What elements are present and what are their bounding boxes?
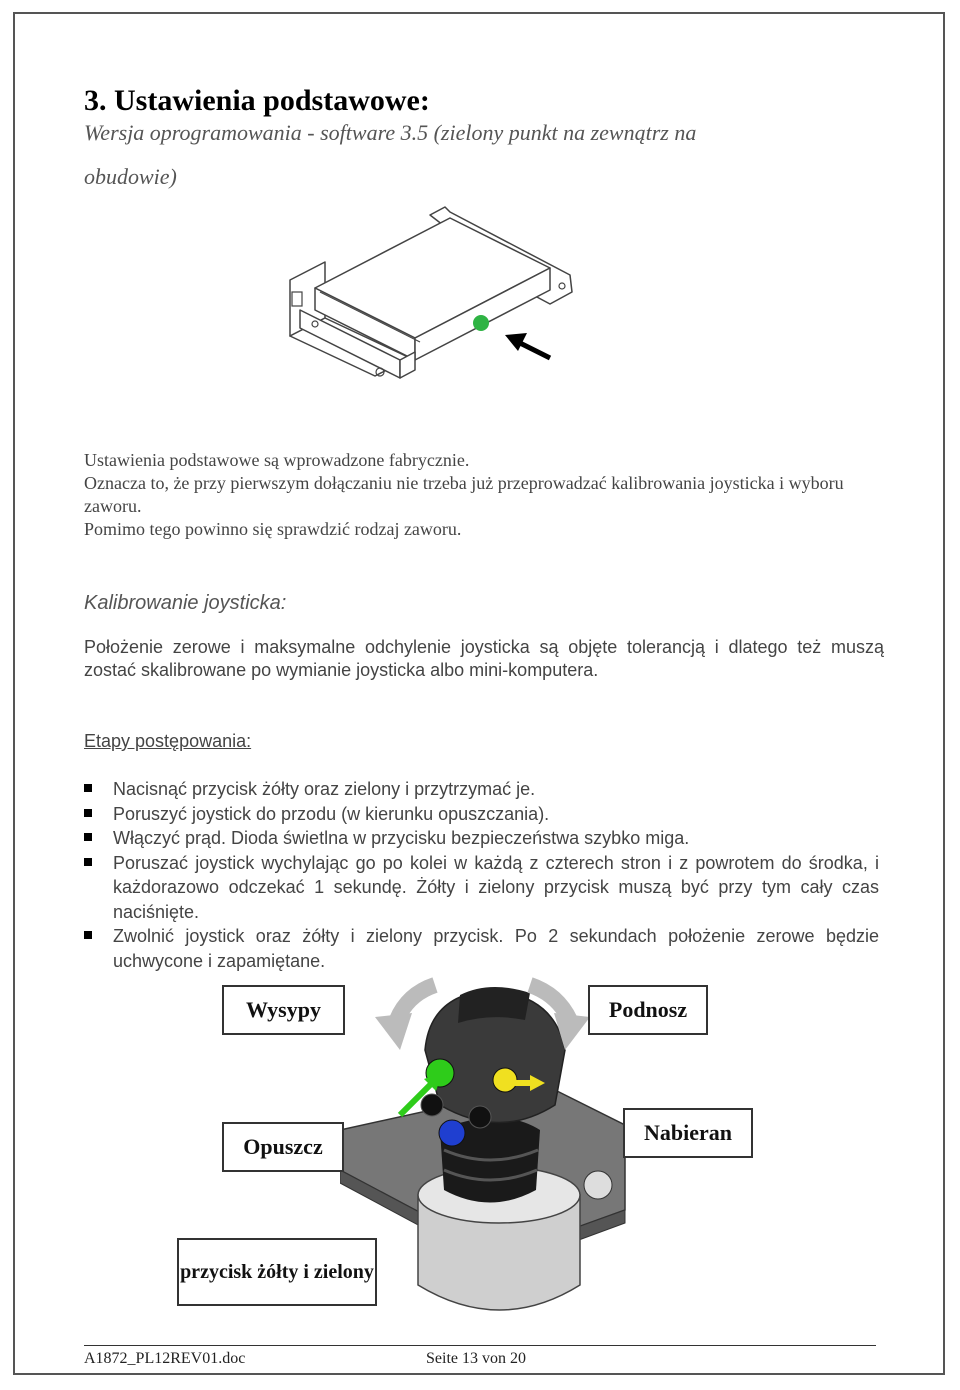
footer-document-name: A1872_PL12REV01.doc	[84, 1350, 246, 1367]
step-text: Nacisnąć przycisk żółty oraz zielony i przytrzymać je.	[113, 779, 536, 799]
list-item	[84, 777, 879, 802]
page-heading: 3. Ustawienia podstawowe:	[84, 84, 430, 117]
square-bullet-icon	[84, 809, 92, 817]
software-version-line-2: obudowie)	[84, 164, 177, 189]
label-yellow-green-button: przycisk żółty i zielony	[177, 1238, 377, 1306]
square-bullet-icon	[84, 833, 92, 841]
step-text: Poruszać joystick wychylając go po kolei w każdą z czterech stron i z powrotem do środka, i każdorazowo odczekać 1 sekundę. Żółty i zielony przycisk muszą być przy tym cały czas naciśnięte.	[113, 852, 879, 922]
software-version-line-1: Wersja oprogramowania - software 3.5 (zielony punkt na zewnątrz na	[84, 120, 697, 145]
square-bullet-icon	[84, 858, 92, 866]
list-item	[84, 802, 879, 827]
intro-line: Pomimo tego powinno się sprawdzić rodzaj zaworu.	[84, 519, 462, 539]
control-box-illustration	[280, 200, 580, 390]
label-podnosz: Podnosz	[588, 985, 708, 1035]
footer-page-number: Seite 13 von 20	[426, 1350, 526, 1367]
label-nabieran: Nabieran	[623, 1108, 753, 1158]
step-text: Zwolnić joystick oraz żółty i zielony przycisk. Po 2 sekundach położenie zerowe będzie uchwycone i zapamiętane.	[113, 926, 879, 971]
label-opuszcz: Opuszcz	[222, 1122, 344, 1172]
step-text: Poruszyć joystick do przodu (w kierunku opuszczania).	[113, 803, 550, 824]
calibration-text: Położenie zerowe i maksymalne odchylenie joysticka są objęte tolerancją i dlatego też muszą zostać skalibrowane po wymianie joysticka albo mini-komputera.	[84, 637, 884, 680]
calibration-heading: Kalibrowanie joysticka:	[84, 592, 287, 614]
list-item	[84, 851, 879, 925]
steps-list	[84, 777, 879, 973]
square-bullet-icon	[84, 931, 92, 939]
intro-line: Oznacza to, że przy pierwszym dołączaniu nie trzeba już przeprowadzać kalibrowania joysticka i wyboru zaworu.	[84, 473, 844, 516]
step-text: Włączyć prąd. Dioda świetlna w przycisku bezpieczeństwa szybko miga.	[113, 828, 690, 848]
green-indicator-dot-icon	[473, 315, 489, 331]
footer-divider	[84, 1345, 876, 1346]
joystick-illustration	[340, 955, 630, 1335]
label-wysypy: Wysypy	[222, 985, 345, 1035]
list-item	[84, 826, 879, 851]
intro-line: Ustawienia podstawowe są wprowadzone fabrycznie.	[84, 450, 470, 470]
steps-heading: Etapy postępowania:	[84, 731, 252, 751]
intro-paragraph	[84, 449, 844, 541]
blue-button-icon	[439, 1120, 465, 1146]
pointer-arrow-icon	[505, 333, 550, 358]
square-bullet-icon	[84, 784, 92, 792]
